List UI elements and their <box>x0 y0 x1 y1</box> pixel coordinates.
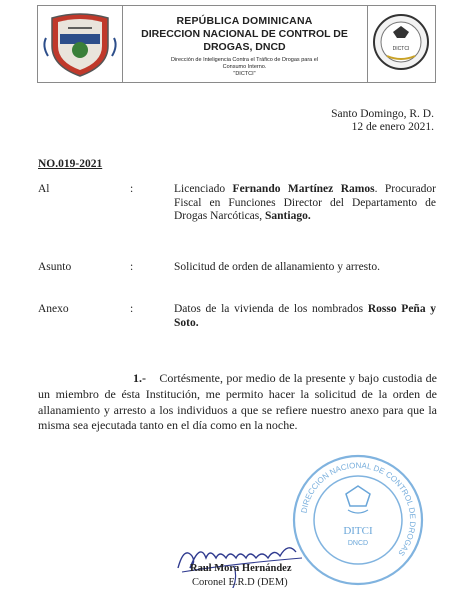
recipient-row <box>38 183 438 247</box>
subject-label: Asunto <box>38 261 72 273</box>
annex-label: Anexo <box>38 303 69 315</box>
signatory-title: Coronel E.R.D (DEM) <box>192 577 288 588</box>
stamp-sub-text: DNCD <box>347 540 369 547</box>
recipient-label: Al <box>38 183 50 195</box>
stamp-center-text: DITCI <box>343 525 373 537</box>
date-text: 12 de enero 2021. <box>351 121 434 133</box>
recipient-name: Fernando Martínez Ramos <box>232 183 375 195</box>
dictci-seal-icon <box>367 6 436 82</box>
recipient-prefix: Licenciado <box>174 183 233 195</box>
letterhead-text-cell <box>122 6 368 82</box>
annex-value <box>174 303 436 330</box>
annex-names: Rosso Peña y Soto. <box>174 303 437 329</box>
paragraph-text-first: Cortésmente, por medio de la presente y <box>159 371 355 385</box>
recipient-city: Santiago. <box>265 210 311 222</box>
paragraph-text-rest: bajo custodia de un miembro de ésta Institución, me permito hacer la solicitud de la orden de allanamiento y arresto a los individuos a que se refiere nuestro anexo para que la misma sea ejecutada tanto en el día como en la noche. <box>38 371 437 433</box>
letterhead <box>37 5 436 83</box>
subject-colon: : <box>130 261 134 273</box>
subunit-line1: Dirección de Inteligencia Contra el Tráfico de Drogas para el <box>170 57 319 63</box>
annex-colon: : <box>130 303 134 315</box>
place-text: Santo Domingo, R. D. <box>331 108 434 120</box>
annex-row <box>38 303 438 333</box>
seal-label: DICTCI <box>392 46 410 52</box>
subunit-line2: Consumo Interno. <box>222 64 267 70</box>
letterhead-seal-cell <box>367 6 436 82</box>
recipient-colon: : <box>130 183 134 195</box>
dncd-shield-logo <box>38 6 122 82</box>
recipient-position: Procurador Fiscal en Funciones Director del Departamento de Drogas Narcóticas, <box>174 183 436 222</box>
signatory-name: Raul Mora Hernández <box>190 563 292 574</box>
document-number: NO.019-2021 <box>38 158 103 170</box>
agency-name-line2: DROGAS, DNCD <box>203 41 286 53</box>
subject-row <box>38 261 438 291</box>
subunit-line3: "DICTCI" <box>233 71 256 77</box>
agency-name-line1: DIRECCION NACIONAL DE CONTROL DE <box>141 28 348 40</box>
body-paragraph <box>38 371 437 434</box>
paragraph-number: 1.- <box>133 371 146 385</box>
letterhead-logo-cell <box>38 6 123 82</box>
subject-value: Solicitud de orden de allanamiento y arresto. <box>174 261 380 273</box>
place-date-block <box>331 108 434 134</box>
annex-text: Datos de la vivienda de los nombrados <box>174 303 364 315</box>
country-name: REPÚBLICA DOMINICANA <box>176 15 313 27</box>
recipient-value: Licenciado Fernando Martínez Ramos. Procurador Fiscal en Funciones Director del Departamento de Drogas Narcóticas, Santiago. <box>174 183 436 222</box>
stamp-ring-text: DIRECCION NACIONAL DE CONTROL DE DROGAS <box>299 460 418 558</box>
